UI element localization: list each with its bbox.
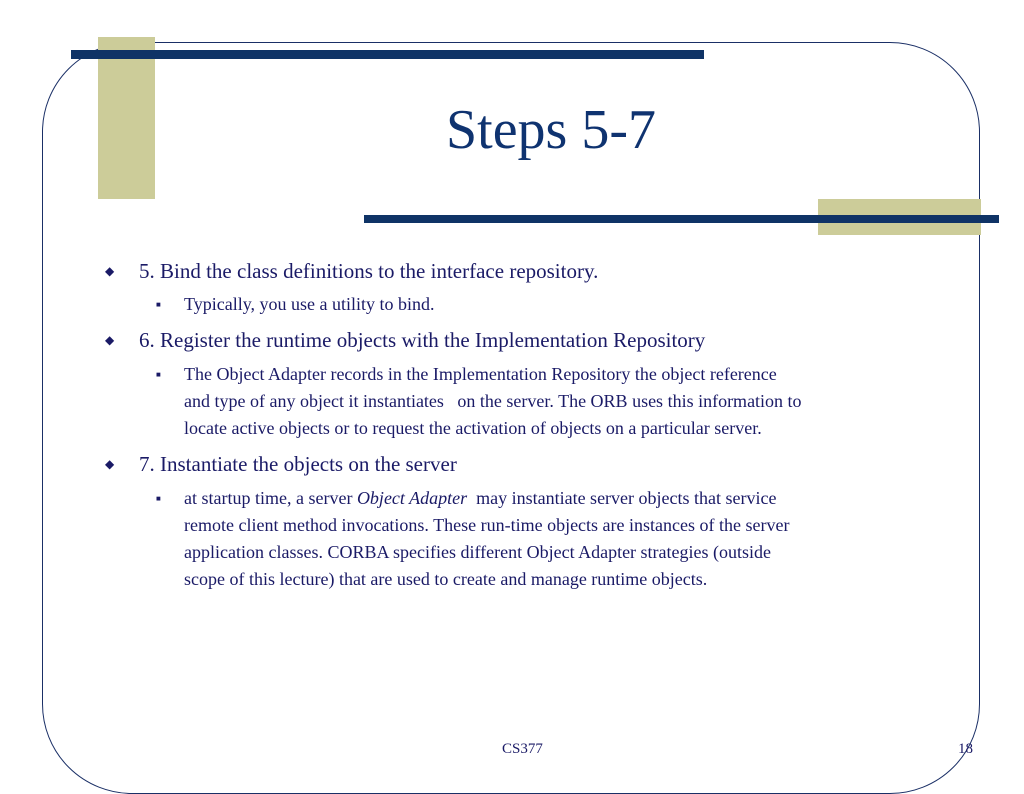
sub-bullet-line: and type of any object it instantiates on the server. The ORB uses this information to — [184, 391, 802, 411]
square-bullet-icon: ■ — [156, 370, 161, 379]
sub-bullet-step-5 — [156, 291, 984, 318]
bullet-step-5 — [105, 258, 599, 284]
square-bullet-icon: ■ — [156, 300, 161, 309]
sub-bullet-line: locate active objects or to request the activation of objects on a particular server. — [184, 418, 762, 438]
sub-bullet-step-7 — [156, 485, 984, 593]
bullet-text: 5. Bind the class definitions to the interface repository. — [139, 259, 599, 283]
bullet-text: 6. Register the runtime objects with the Implementation Repository — [139, 328, 706, 352]
sub-bullet-line: Typically, you use a utility to bind. — [184, 294, 435, 314]
slide-number: 18 — [958, 741, 973, 757]
diamond-bullet-icon: ◆ — [105, 457, 115, 471]
sub-bullet-line — [184, 485, 984, 512]
object-adapter-emphasis: Object Adapter — [356, 488, 468, 508]
diamond-bullet-icon: ◆ — [105, 264, 115, 278]
slide-title: Steps 5-7 — [446, 99, 656, 161]
bullet-text: 7. Instantiate the objects on the server — [139, 452, 457, 476]
sub-bullet-line: remote client method invocations. These run-time objects are instances of the server — [184, 515, 790, 535]
square-bullet-icon: ■ — [156, 494, 161, 503]
bullet-step-7 — [105, 451, 457, 477]
decorative-top-rule — [71, 50, 704, 59]
footer-course-code: CS377 — [502, 741, 543, 757]
decorative-tan-vertical-block — [98, 37, 155, 199]
decorative-title-rule — [364, 215, 999, 223]
sub-bullet-step-6 — [156, 361, 984, 442]
sub-bullet-line: scope of this lecture) that are used to create and manage runtime objects. — [184, 569, 708, 589]
diamond-bullet-icon: ◆ — [105, 333, 115, 347]
sub-bullet-prefix: at startup time, a server — [184, 488, 357, 508]
sub-bullet-line: The Object Adapter records in the Implementation Repository the object reference — [184, 364, 777, 384]
sub-bullet-suffix: may instantiate server objects that service — [467, 488, 777, 508]
sub-bullet-line: application classes. CORBA specifies different Object Adapter strategies (outside — [184, 542, 772, 562]
bullet-step-6 — [105, 327, 706, 353]
